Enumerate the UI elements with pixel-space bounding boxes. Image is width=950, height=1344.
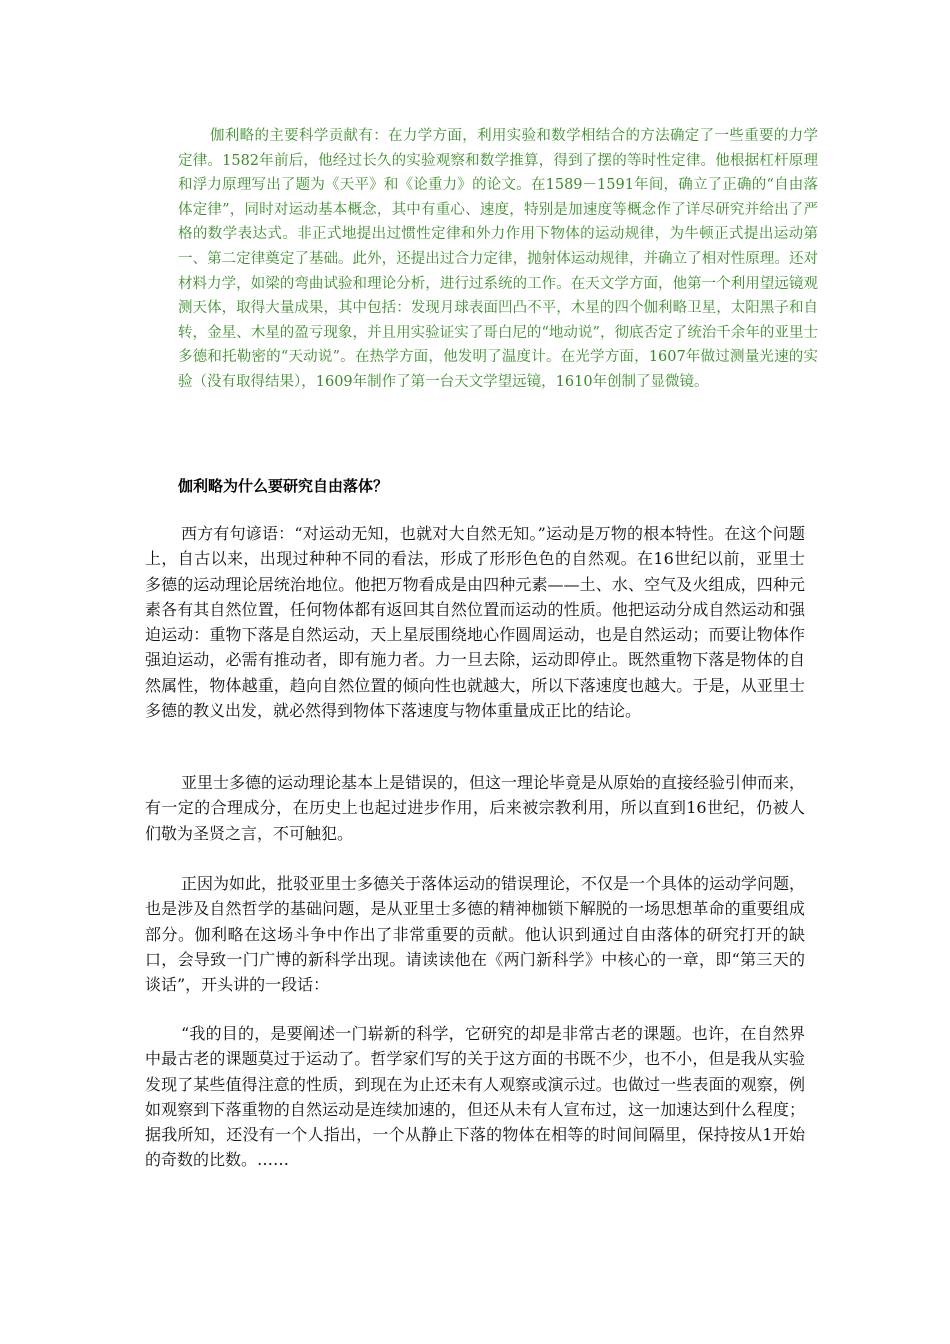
quoted-paragraph: “我的目的，是要阐述一门崭新的科学，它研究的却是非常古老的课题。也许，在自然界中最古老的课题莫过于运动了。哲学家们写的关于这方面的书既不少，也不小，但是我从实验发现了某些值得注意的性质，到现在为止还未有人观察或演示过。也做过一些表面的观察，例如观察到下落重物的自然运动是连续加速的，但还从未有人宣布过，这一加速达到什么程度；据我所知，还没有一个人指出，一个从静止下落的物体在相等的时间间隔里，保持按从1开始的奇数的比数。…… xyxy=(145,1024,805,1170)
body-paragraph: 西方有句谚语：“对运动无知，也就对大自然无知。”运动是万物的根本特性。在这个问题上，自古以来，出现过种种不同的看法，形成了形形色色的自然观。在16世纪以前，亚里士多德的运动理论居统治地位。他把万物看成是由四种元素——土、水、空气及火组成，四种元素各有其自然位置，任何物体都有返回其自然位置而运动的性质。他把运动分成自然运动和强迫运动：重物下落是自然运动，天上星辰围绕地心作圆周运动，也是自然运动；而要让物体作强迫运动，必需有推动者，即有施力者。力一旦去除，运动即停止。既然重物下落是物体的自然属性，物体越重，趋向自然位置的倾向性也就越大，所以下落速度也越大。于是，从亚里士多德的教义出发，就必然得到物体下落速度与物体重量成正比的结论。 xyxy=(145,524,805,721)
galileo-contributions-paragraph: 伽利略的主要科学贡献有：在力学方面，利用实验和数学相结合的方法确定了一些重要的力学定律。1582年前后，他经过长久的实验观察和数学推算，得到了摆的等时性定律。他根据杠杆原理和浮力原理写出了题为《天平》和《论重力》的论文。在1589－1591年间，确立了正确的“自由落体定律”，同时对运动基本概念，其中有重心、速度，特别是加速度等概念作了详尽研究并给出了严格的数学表达式。非正式地提出过惯性定律和外力作用下物体的运动规律，为牛顿正式提出运动第一、第二定律奠定了基础。此外，还提出过合力定律，抛射体运动规律，并确立了相对性原理。还对材料力学，如梁的弯曲试验和理论分析，进行过系统的工作。在天文学方面，他第一个利用望远镜观测天体，取得大量成果，其中包括：发现月球表面凹凸不平，木星的四个伽利略卫星，太阳黑子和自转，金星、木星的盈亏现象，并且用实验证实了哥白尼的“地动说”，彻底否定了统治千余年的亚里士多德和托勒密的“天动说”。在热学方面，他发明了温度计。在光学方面，1607年做过测量光速的实验（没有取得结果），1609年制作了第一台天文学望远镜，1610年创制了显微镜。 xyxy=(178,128,818,390)
section-heading: 伽利略为什么要研究自由落体？ xyxy=(178,477,389,495)
body-paragraph: 正因为如此，批驳亚里士多德关于落体运动的错误理论，不仅是一个具体的运动学问题，也是涉及自然哲学的基础问题，是从亚里士多德的精神枷锁下解脱的一场思想革命的重要组成部分。伽利略在这场斗争中作出了非常重要的贡献。他认识到通过自由落体的研究打开的缺口，会导致一门广博的新科学出现。请读读他在《两门新科学》中核心的一章，即“第三天的谈话”，开头讲的一段话： xyxy=(145,874,806,995)
body-paragraph: 亚里士多德的运动理论基本上是错误的，但这一理论毕竟是从原始的直接经验引伸而来，有一定的合理成分，在历史上也起过进步作用，后来被宗教利用，所以直到16世纪，仍被人们敬为圣贤之言，不可触犯。 xyxy=(145,773,806,843)
